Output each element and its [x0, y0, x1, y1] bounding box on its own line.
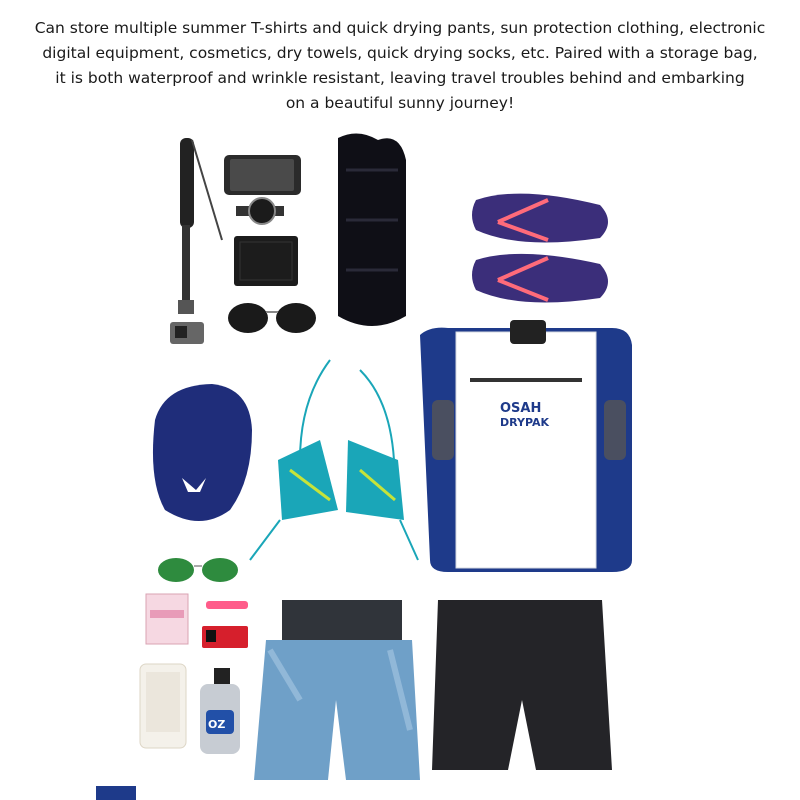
wristwatch-icon [236, 198, 284, 224]
wallet-icon [234, 236, 298, 286]
denim-shorts-icon [254, 600, 420, 780]
notebook-icon [146, 594, 188, 644]
drypak-backpack-icon [420, 320, 632, 572]
smartphone-icon [224, 155, 301, 195]
sunscreen-bottle-icon [200, 668, 240, 754]
description-line-1: Can store multiple summer T-shirts and quick drying pants, sun protection clothing, electronic [34, 19, 766, 37]
bikini-top-icon [250, 360, 418, 560]
flip-flop-bottom-icon [472, 254, 608, 303]
sunglasses-dark-icon [228, 303, 316, 333]
black-swim-shorts-icon [432, 600, 612, 770]
backpack-brand-text: OSAH [500, 401, 542, 416]
white-phone-icon [140, 664, 186, 748]
corner-accent [96, 786, 136, 800]
flip-flop-top-icon [472, 194, 608, 243]
compressed-down-jacket-icon [338, 133, 406, 326]
description-line-4: on a beautiful sunny journey! [285, 94, 515, 112]
sunglasses-green-icon [158, 558, 238, 582]
description-line-2: digital equipment, cosmetics, dry towels, quick drying socks, etc. Paired with a storage bag, [42, 44, 758, 62]
baseball-cap-icon [153, 384, 252, 521]
selfie-stick-icon [170, 138, 222, 344]
sunscreen-label-text: OZ [208, 718, 226, 731]
backpack-label-text: DRYPAK [500, 416, 550, 429]
mp3-player-icon [202, 626, 248, 648]
lipstick-icon [206, 601, 248, 609]
description-line-3: it is both waterproof and wrinkle resistant, leaving travel troubles behind and embarking [55, 69, 745, 87]
